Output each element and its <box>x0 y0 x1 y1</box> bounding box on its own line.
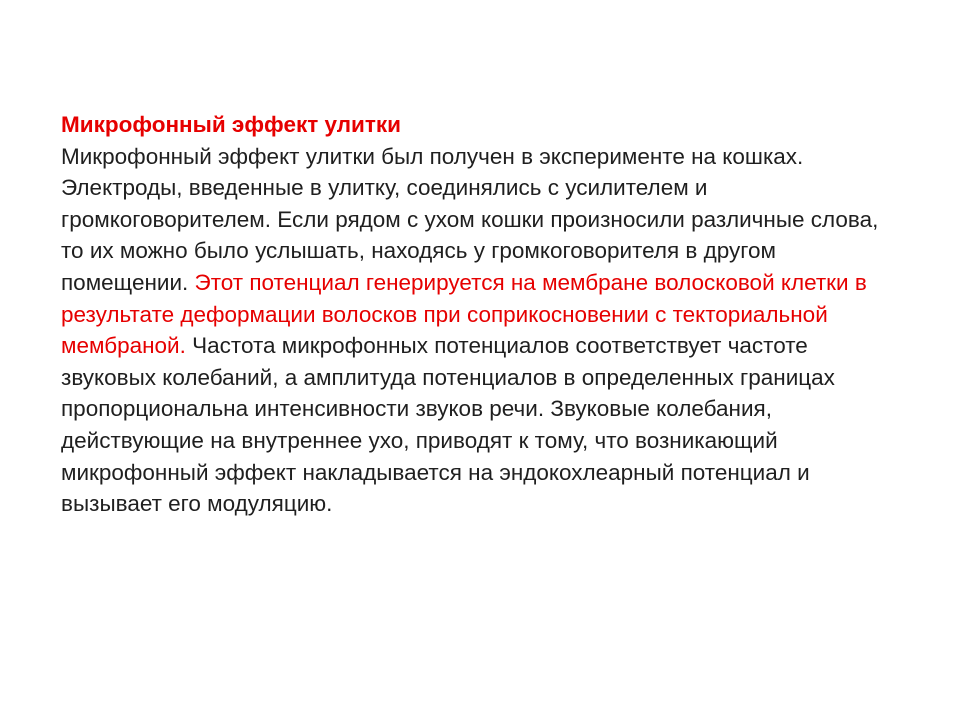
slide-content <box>61 109 901 520</box>
slide-title: Микрофонный эффект улитки <box>61 112 401 137</box>
body-text-intro: Микрофонный эффект улитки был получен в эксперименте на кошках. Электроды, введенные в улитку, соединялись с усилителем и громкоговорителем. Если рядом с ухом кошки произносили различные слова, то их можно было услышать, находясь у громкоговорителя в другом помещении. <box>61 143 879 295</box>
slide-body <box>61 141 901 520</box>
body-text-highlight: Этот потенциал генерируется на мембране волосковой клетки в результате деформации волосков при соприкосновении с текториальной мембраной. <box>61 269 867 359</box>
body-text-conclusion: Частота микрофонных потенциалов соответствует частоте звуковых колебаний, а амплитуда потенциалов в определенных границах пропорциональна интенсивности звуков речи. Звуковые колебания, действующие на внутреннее ухо, приводят к тому, что возникающий микрофонный эффект накладывается на эндокохлеарный потенциал и вызывает его модуляцию. <box>61 333 835 517</box>
